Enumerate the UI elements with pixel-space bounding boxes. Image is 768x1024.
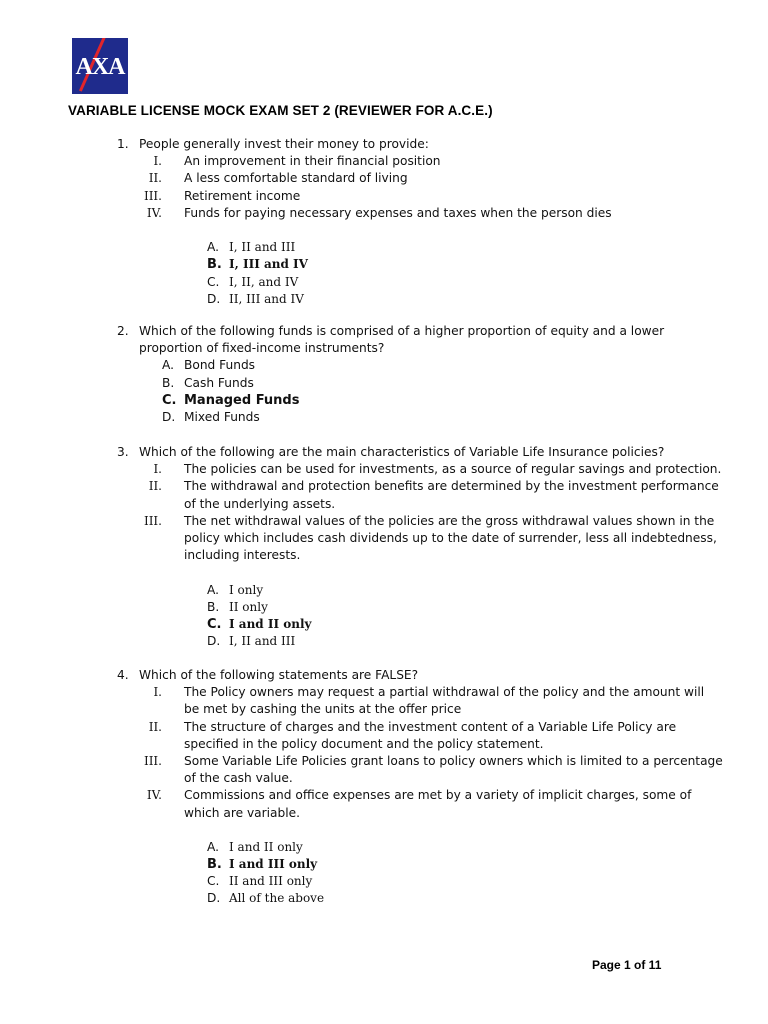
statement-numeral: IV. [146,205,162,220]
question-text-line [0,323,768,340]
choice-letter: B. [162,375,175,390]
statement-numeral: II. [148,171,162,186]
choice-letter: C. [162,392,177,408]
choice-text: Managed Funds [184,392,300,408]
choice-text: Mixed Funds [184,409,260,424]
choice-b [0,599,768,616]
choice-c-correct [0,616,768,633]
question-number: 2. [117,324,129,338]
statement-1-cont [0,701,768,718]
choice-letter: D. [207,891,221,906]
statement-3-cont [0,770,768,787]
statement-numeral: III. [143,513,162,528]
statement-text: Some Variable Life Policies grant loans to policy owners which is limited to a percentage [184,753,723,768]
question-number: 1. [117,137,129,151]
question-text: People generally invest their money to provide: [139,137,429,151]
axa-logo [72,38,128,94]
choice-letter: B. [207,257,222,273]
statement-3 [0,753,768,770]
logo-text: AXA [75,54,125,80]
choice-letter: B. [207,857,222,873]
statement-text: Funds for paying necessary expenses and taxes when the person dies [184,205,612,220]
choice-letter: A. [207,240,219,255]
question-text-line [0,340,768,357]
choice-text: I, II, and IV [229,274,299,289]
spacer [0,564,768,581]
question-text: Which of the following funds is comprised of a higher proportion of equity and a lower [139,324,665,338]
statement-numeral: I. [153,154,162,169]
question-text: proportion of fixed-income instruments? [139,341,385,356]
statement-numeral: III. [143,188,162,203]
choice-text: Bond Funds [184,358,256,373]
statement-numeral: IV. [146,788,162,803]
question-text: Which of the following are the main characteristics of Variable Life Insurance policies? [139,445,665,459]
statement-3 [0,188,768,205]
choice-text: II and III only [229,874,313,889]
question-text-line [0,136,768,153]
statement-text: which are variable. [184,805,301,820]
statement-text: including interests. [184,548,301,563]
question-4 [0,667,768,908]
statement-text: of the cash value. [184,771,293,786]
question-number: 4. [117,668,129,682]
choice-b-correct [0,856,768,873]
choice-d [0,291,768,308]
statement-text: The withdrawal and protection benefits are determined by the investment performance [184,479,719,494]
statement-4-cont [0,805,768,822]
statement-text: Commissions and office expenses are met by a variety of implicit charges, some of [184,788,692,803]
statement-text: of the underlying assets. [184,496,336,511]
statement-text: policy which includes cash dividends up to the date of surrender, less all indebtedness, [184,530,717,545]
statement-text: be met by cashing the units at the offer price [184,702,462,717]
choice-text: I and II only [229,839,303,854]
statement-text: specified in the policy document and the policy statement. [184,736,544,751]
question-text-line [0,667,768,684]
statement-2-cont [0,496,768,513]
statement-1 [0,461,768,478]
choice-letter: D. [207,291,221,306]
statement-2 [0,170,768,187]
choice-letter: D. [207,634,221,649]
choice-letter: C. [207,274,220,289]
statement-numeral: I. [153,685,162,700]
choice-letter: B. [207,599,220,614]
choice-a [0,839,768,856]
statement-3-cont [0,530,768,547]
statement-2 [0,719,768,736]
choice-letter: C. [207,874,220,889]
question-1 [0,136,768,308]
statement-numeral: II. [148,479,162,494]
choice-text: I, II and III [229,240,296,255]
statement-3-cont [0,547,768,564]
statement-4 [0,787,768,804]
choice-text: All of the above [229,891,325,906]
choice-text: I and II only [229,616,312,631]
choice-letter: C. [207,616,222,632]
choice-a [0,582,768,599]
choice-c [0,274,768,291]
question-number: 3. [117,445,129,459]
choice-letter: A. [207,582,219,597]
question-text-line [0,444,768,461]
choice-letter: A. [207,839,219,854]
choice-text: I, III and IV [229,257,308,272]
question-3 [0,444,768,650]
answer-choices [0,582,768,651]
statement-2-cont [0,736,768,753]
statement-text: A less comfortable standard of living [184,171,408,186]
statement-text: The Policy owners may request a partial withdrawal of the policy and the amount will [184,685,705,700]
choice-b [0,375,768,392]
choice-text: I only [229,582,264,597]
statement-numeral: I. [153,462,162,477]
statement-4 [0,205,768,222]
choice-a [0,357,768,374]
choice-d [0,890,768,907]
choice-text: I and III only [229,857,318,872]
choice-a [0,239,768,256]
statement-3 [0,513,768,530]
statement-text: The policies can be used for investments, as a source of regular savings and protection. [184,462,722,477]
answer-choices [0,839,768,908]
statement-1 [0,153,768,170]
choice-letter: D. [162,409,176,424]
choice-text: II, III and IV [229,291,304,306]
choice-c-correct [0,392,768,409]
statement-text: An improvement in their financial position [184,154,441,169]
choice-c [0,873,768,890]
question-text: Which of the following statements are FALSE? [139,668,419,682]
choice-text: Cash Funds [184,375,254,390]
statement-numeral: II. [148,719,162,734]
statement-2 [0,478,768,495]
answer-choices [0,239,768,308]
choice-letter: A. [162,358,174,373]
statement-numeral: III. [143,753,162,768]
choice-text: I, II and III [229,634,296,649]
choice-d [0,409,768,426]
choice-d [0,633,768,650]
statement-text: The net withdrawal values of the policies are the gross withdrawal values shown in the [184,513,715,528]
question-2 [0,323,768,426]
page-title: VARIABLE LICENSE MOCK EXAM SET 2 (REVIEWER FOR A.C.E.) [68,103,493,118]
statement-1 [0,684,768,701]
statement-text: The structure of charges and the investment content of a Variable Life Policy are [184,719,677,734]
page-number: Page 1 of 11 [592,958,662,972]
spacer [0,822,768,839]
spacer [0,222,768,239]
statement-text: Retirement income [184,188,301,203]
choice-b-correct [0,256,768,273]
choice-text: II only [229,599,268,614]
